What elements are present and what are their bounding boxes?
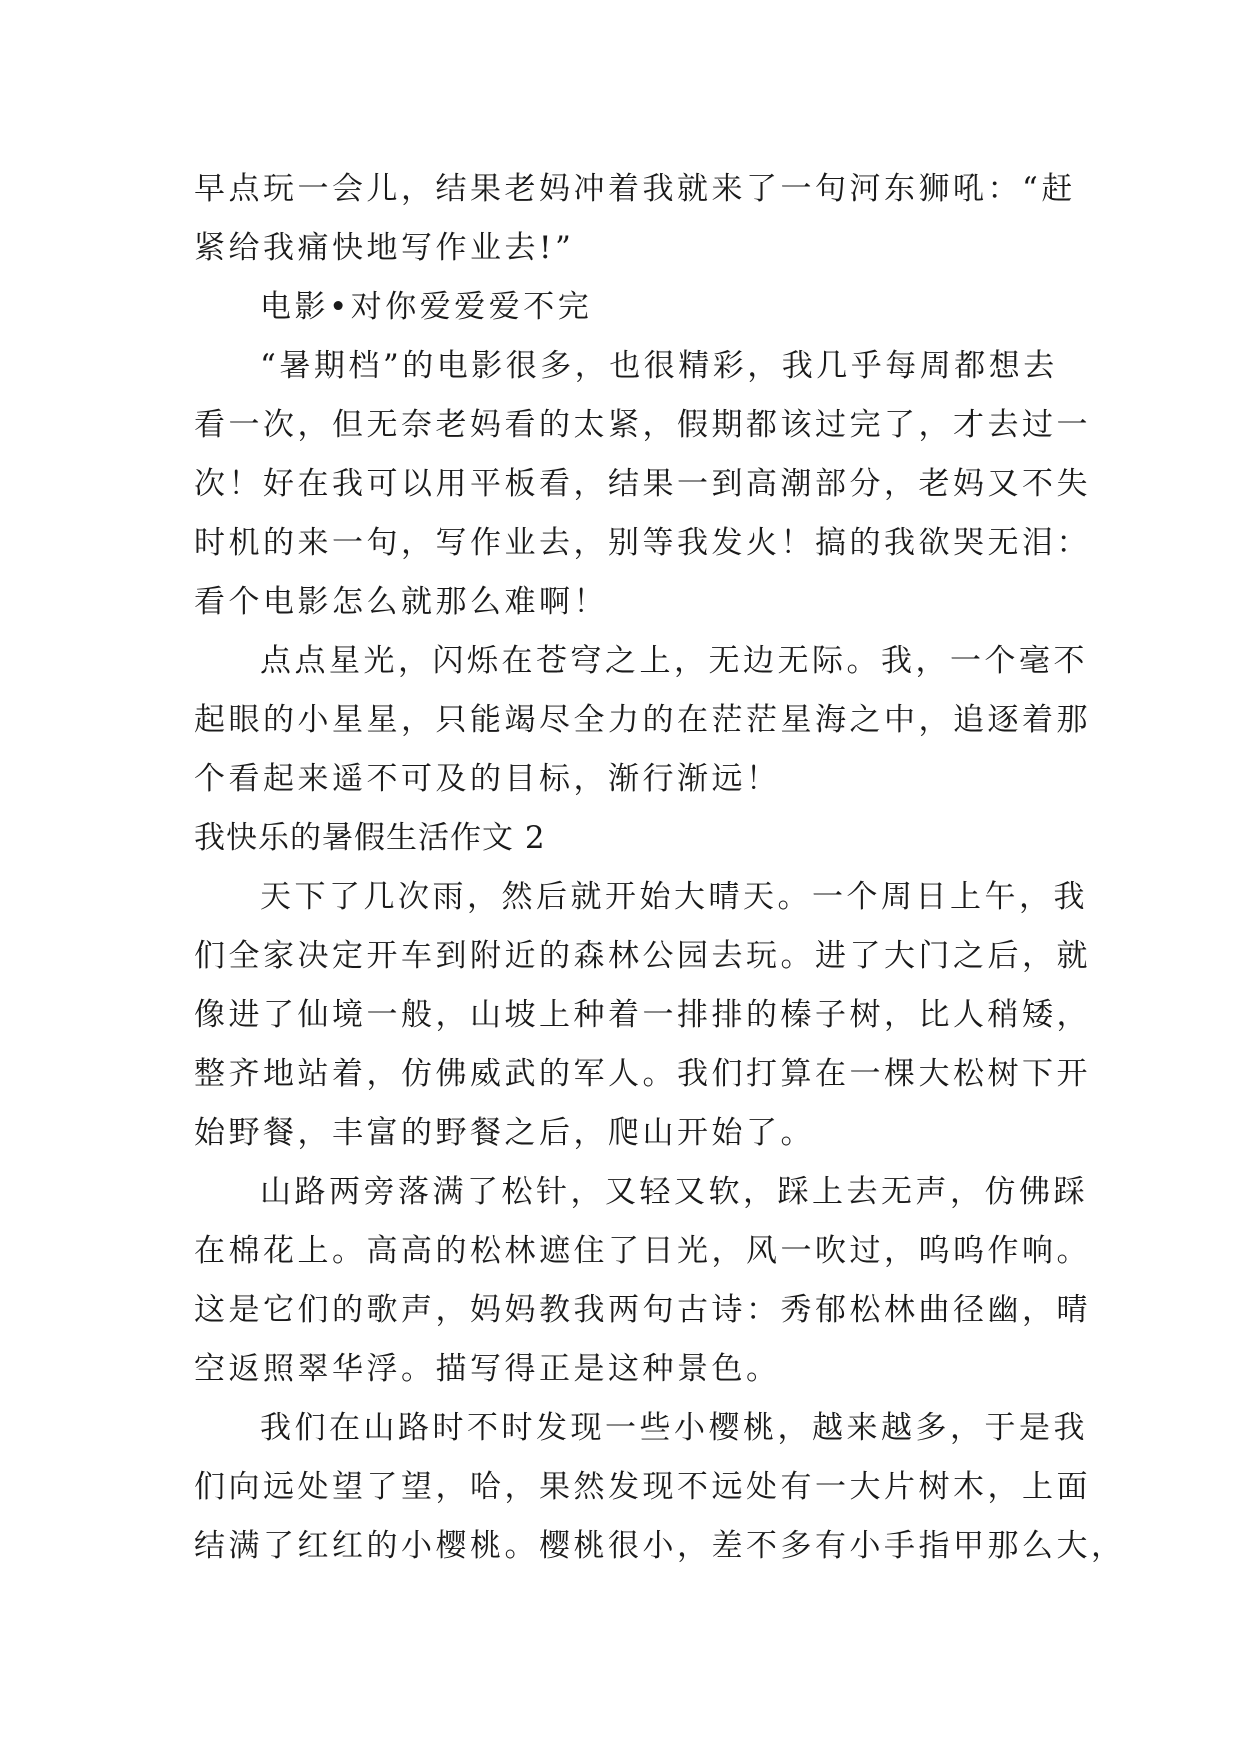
text-line: 起眼的小星星，只能竭尽全力的在茫茫星海之中，追逐着那 [194, 702, 1091, 738]
text-line: 像进了仙境一般，山坡上种着一排排的榛子树，比人稍矮， [194, 997, 1091, 1033]
paragraph [194, 160, 1076, 278]
text-line: 电影•对你爱爱爱不完 [260, 289, 593, 325]
text-line: 始野餐，丰富的野餐之后，爬山开始了。 [194, 1115, 815, 1151]
text-line: 早点玩一会儿，结果老妈冲着我就来了一句河东狮吼：“赶 [194, 171, 1076, 207]
text-line: 看一次，但无奈老妈看的太紧，假期都该过完了，才去过一 [194, 407, 1091, 443]
text-line: “暑期档”的电影很多，也很精彩，我几乎每周都想去 [260, 348, 1058, 384]
text-line: 我快乐的暑假生活作文 2 [194, 820, 546, 856]
text-line: 点点星光，闪烁在苍穹之上，无边无际。我，一个毫不 [260, 643, 1088, 679]
text-line: 我们在山路时不时发现一些小樱桃，越来越多，于是我 [260, 1410, 1088, 1446]
paragraph [194, 278, 1056, 337]
document-body [194, 160, 1126, 1576]
paragraph [194, 632, 1091, 809]
text-line: 结满了红红的小樱桃。樱桃很小，差不多有小手指甲那么大， [194, 1528, 1126, 1564]
paragraph [194, 868, 1091, 1163]
paragraph [194, 1163, 1091, 1399]
section-heading [194, 809, 1056, 868]
text-line: 山路两旁落满了松针，又轻又软，踩上去无声，仿佛踩 [260, 1174, 1088, 1210]
text-line: 们向远处望了望，哈，果然发现不远处有一大片树木，上面 [194, 1469, 1091, 1505]
text-line: 这是它们的歌声，妈妈教我两句古诗：秀郁松林曲径幽，晴 [194, 1292, 1091, 1328]
text-line: 在棉花上。高高的松林遮住了日光，风一吹过，呜呜作响。 [194, 1233, 1091, 1269]
paragraph [194, 337, 1091, 632]
text-line: 看个电影怎么就那么难啊！ [194, 584, 608, 620]
text-line: 空返照翠华浮。描写得正是这种景色。 [194, 1351, 781, 1387]
text-line: 个看起来遥不可及的目标，渐行渐远！ [194, 761, 781, 797]
text-line: 次！好在我可以用平板看，结果一到高潮部分，老妈又不失 [194, 466, 1091, 502]
text-line: 整齐地站着，仿佛威武的军人。我们打算在一棵大松树下开 [194, 1056, 1091, 1092]
text-line: 天下了几次雨，然后就开始大晴天。一个周日上午，我 [260, 879, 1088, 915]
text-line: 时机的来一句，写作业去，别等我发火！搞的我欲哭无泪： [194, 525, 1091, 561]
paragraph [194, 1399, 1126, 1576]
text-line: 们全家决定开车到附近的森林公园去玩。进了大门之后，就 [194, 938, 1091, 974]
text-line: 紧给我痛快地写作业去!” [194, 230, 575, 266]
